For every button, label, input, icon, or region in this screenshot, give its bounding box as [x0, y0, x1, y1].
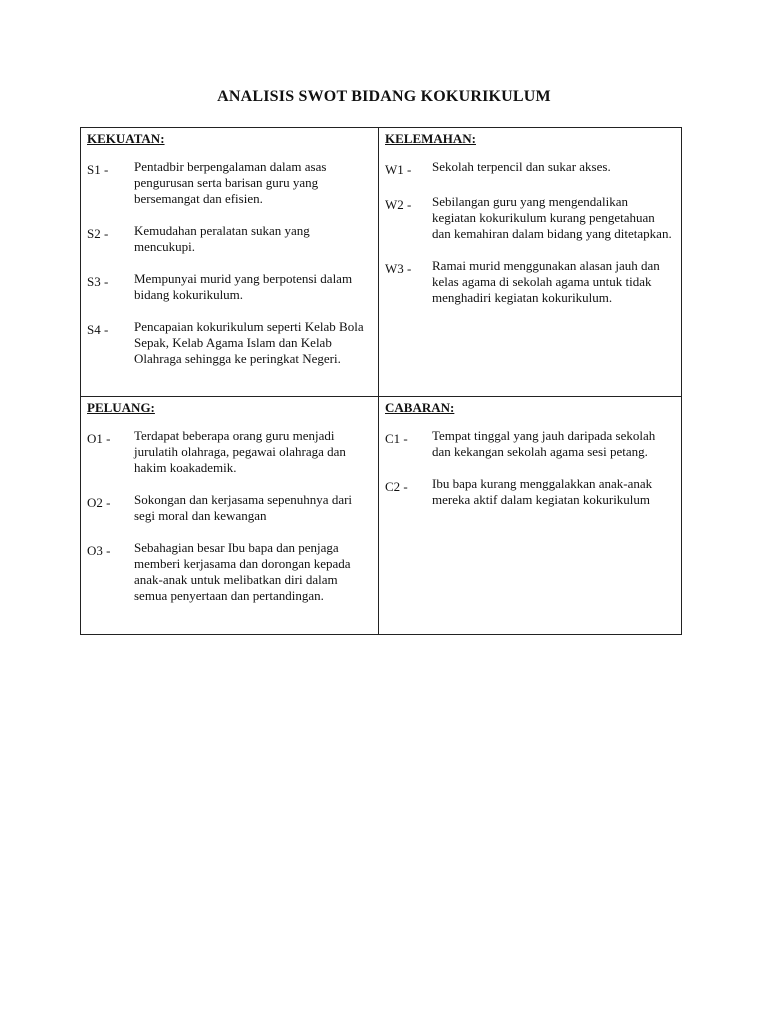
item-code: W2 -: [385, 197, 412, 212]
item-code: O2 -: [87, 495, 111, 510]
item-code: S2 -: [87, 226, 109, 241]
opportunity-item: [87, 540, 372, 604]
threat-item: [385, 428, 675, 460]
item-text: Kemudahan peralatan sukan yang mencukupi.: [134, 223, 310, 254]
threat-item: [385, 476, 675, 508]
item-text: Terdapat beberapa orang guru menjadi jurulatih olahraga, pegawai olahraga dan hakim koakademik.: [134, 428, 346, 475]
item-text: Ramai murid menggunakan alasan jauh dan kelas agama di sekolah agama untuk tidak menghadiri kegiatan kokurikulum.: [432, 258, 660, 305]
item-code: W1 -: [385, 162, 412, 177]
weakness-item: [385, 194, 675, 242]
strength-item: [87, 159, 372, 207]
opportunity-item: [87, 428, 372, 476]
item-text: Mempunyai murid yang berpotensi dalam bidang kokurikulum.: [134, 271, 353, 302]
weakness-item: [385, 159, 675, 178]
item-code: O1 -: [87, 431, 111, 446]
strengths-cell: [81, 128, 378, 396]
opportunities-cell: [81, 396, 378, 634]
item-code: W3 -: [385, 261, 412, 276]
item-text: Sekolah terpencil dan sukar akses.: [432, 159, 611, 174]
weaknesses-heading: KELEMAHAN:: [385, 131, 476, 146]
item-code: S3 -: [87, 274, 109, 289]
swot-table: [80, 127, 682, 635]
item-code: S4 -: [87, 322, 109, 337]
item-code: C2 -: [385, 479, 408, 494]
strength-item: [87, 271, 372, 303]
item-code: S1 -: [87, 162, 109, 177]
item-text: Ibu bapa kurang menggalakkan anak-anak mereka aktif dalam kegiatan kokurikulum: [432, 476, 653, 507]
item-text: Pentadbir berpengalaman dalam asas pengurusan serta barisan guru yang bersemangat dan efisien.: [134, 159, 327, 206]
strengths-heading: KEKUATAN:: [87, 131, 165, 146]
opportunities-heading: PELUANG:: [87, 400, 155, 415]
strength-item: [87, 319, 372, 367]
opportunity-item: [87, 492, 372, 524]
item-text: Sokongan dan kerjasama sepenuhnya dari segi moral dan kewangan: [134, 492, 353, 523]
item-code: C1 -: [385, 431, 408, 446]
item-text: Pencapaian kokurikulum seperti Kelab Bola Sepak, Kelab Agama Islam dan Kelab Olahraga sehingga ke peringkat Negeri.: [134, 319, 364, 366]
page-title: ANALISIS SWOT BIDANG KOKURIKULUM: [217, 88, 551, 105]
item-text: Tempat tinggal yang jauh daripada sekolah dan kekangan sekolah agama sesi petang.: [432, 428, 656, 459]
item-code: O3 -: [87, 543, 111, 558]
threats-cell: [378, 396, 681, 634]
strength-item: [87, 223, 372, 255]
item-text: Sebahagian besar Ibu bapa dan penjaga memberi kerjasama dan dorongan kepada anak-anak untuk melibatkan diri dalam semua penyertaan dan pertandingan.: [134, 540, 351, 603]
item-text: Sebilangan guru yang mengendalikan kegiatan kokurikulum kurang pengetahuan dan kemahiran dalam bidang yang ditetapkan.: [432, 194, 672, 241]
weaknesses-cell: [378, 128, 681, 396]
threats-heading: CABARAN:: [385, 400, 455, 415]
weakness-item: [385, 258, 675, 306]
